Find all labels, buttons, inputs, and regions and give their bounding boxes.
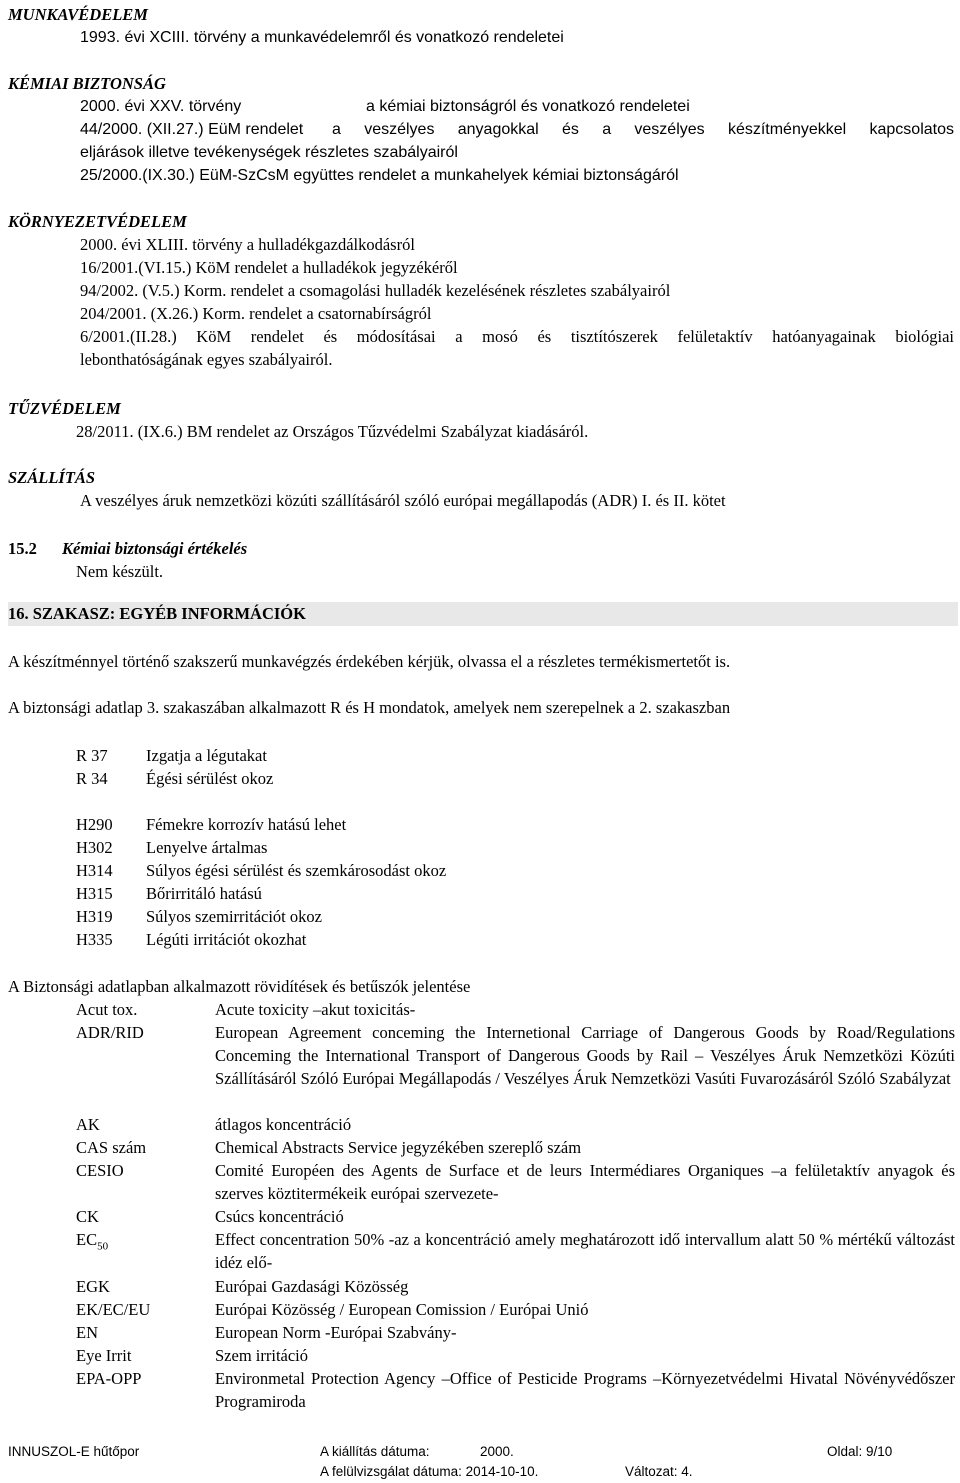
phrase-text: Izgatja a légutakat xyxy=(146,746,267,765)
phrase-text: Fémekre korrozív hatású lehet xyxy=(146,815,347,834)
phrase-text: Bőrirritáló hatású xyxy=(146,884,262,903)
abbreviation: CAS szám xyxy=(76,1138,147,1157)
section-heading-szallitas: SZÁLLÍTÁS xyxy=(8,468,96,487)
law-line-cont: lebonthatóságának egyes szabályairól. xyxy=(80,350,333,369)
section-16-banner xyxy=(8,602,958,626)
phrase-code: H314 xyxy=(76,861,113,880)
phrase-code: R 34 xyxy=(76,769,108,788)
law-line: 28/2011. (IX.6.) BM rendelet az Országos Tűzvédelmi Szabályzat kiadásáról. xyxy=(76,422,589,441)
abbreviation-meaning: Chemical Abstracts Service jegyzékében szereplő szám xyxy=(215,1138,582,1157)
abbreviation-meaning: Csúcs koncentráció xyxy=(215,1207,344,1226)
subsection-title: Kémiai biztonsági értékelés xyxy=(62,539,248,558)
abbreviation-ec50 xyxy=(76,1228,108,1251)
subsection-text: Nem készült. xyxy=(76,562,164,581)
law-line: 204/2001. (X.26.) Korm. rendelet a csatornabírságról xyxy=(80,304,432,323)
phrase-text: Légúti irritációt okozhat xyxy=(146,930,307,949)
abbreviation-meaning: Comité Européen des Agents de Surface et de leurs Intermédiares Organiques –a felületaktív anyagok és szerves köztitermékeik európai szervezete- xyxy=(215,1161,955,1203)
section-heading-kornyezet: KÖRNYEZETVÉDELEM xyxy=(8,212,187,231)
law-line: 94/2002. (V.5.) Korm. rendelet a csomagolási hulladék kezelésének részletes szabályairól xyxy=(80,281,671,300)
phrase-code: H335 xyxy=(76,930,113,949)
subsection-number: 15.2 xyxy=(8,539,37,558)
law-line: A veszélyes áruk nemzetközi közúti szállításáról szóló európai megállapodás (ADR) I. és II. kötet xyxy=(80,491,726,510)
phrase-code: R 37 xyxy=(76,746,108,765)
abbreviation: Eye Irrit xyxy=(76,1346,132,1365)
abbreviation-meaning: Environmetal Protection Agency –Office of Pesticide Programs –Környezetvédelmi Hivatal Növényvédőszer Programiroda xyxy=(215,1369,955,1411)
abbreviation: AK xyxy=(76,1115,100,1134)
section-heading-tuz: TŰZVÉDELEM xyxy=(8,399,121,418)
law-line: 1993. évi XCIII. törvény a munkavédelemről és vonatkozó rendeletei xyxy=(80,29,564,46)
footer-issue-label: A kiállítás dátuma: xyxy=(320,1444,430,1459)
abbreviation: EPA-OPP xyxy=(76,1369,142,1388)
law-code: 2000. évi XXV. törvény xyxy=(80,98,242,115)
abbreviation-subscript: 50 xyxy=(97,1240,109,1253)
abbreviation-meaning: Acute toxicity –akut toxicitás- xyxy=(215,1000,416,1019)
abbreviations-title: A Biztonsági adatlapban alkalmazott rövidítések és betűszók jelentése xyxy=(8,977,471,996)
paragraph: A készítménnyel történő szakszerű munkavégzés érdekében kérjük, olvassa el a részletes termékismertetőt is. xyxy=(8,652,731,671)
footer-page-number: Oldal: 9/10 xyxy=(827,1444,893,1459)
law-line: 6/2001.(II.28.) KöM rendelet és módosításai a mosó és tisztítószerek felületaktív hatóanyagainak biológiai xyxy=(80,327,954,346)
law-desc-cont: eljárások illetve tevékenységek részletes szabályairól xyxy=(80,144,458,161)
phrase-text: Súlyos égési sérülést és szemkárosodást okoz xyxy=(146,861,447,880)
phrase-code: H302 xyxy=(76,838,113,857)
abbreviation: EN xyxy=(76,1323,98,1342)
paragraph: A biztonsági adatlap 3. szakaszában alkalmazott R és H mondatok, amelyek nem szerepelnek a 2. szakaszban xyxy=(8,698,731,717)
abbreviation: ADR/RID xyxy=(76,1023,144,1042)
law-line: 2000. évi XLIII. törvény a hulladékgazdálkodásról xyxy=(80,235,415,254)
law-desc: a kémiai biztonságról és vonatkozó rendeletei xyxy=(366,98,690,115)
phrase-code: H319 xyxy=(76,907,113,926)
footer-issue-value: 2000. xyxy=(480,1444,514,1459)
abbreviation-meaning: Szem irritáció xyxy=(215,1346,309,1365)
section-heading-kemiai: KÉMIAI BIZTONSÁG xyxy=(8,74,166,93)
abbreviation-text: EC xyxy=(76,1230,98,1249)
law-line: 16/2001.(VI.15.) KöM rendelet a hulladékok jegyzékéről xyxy=(80,258,458,277)
phrase-text: Súlyos szemirritációt okoz xyxy=(146,907,322,926)
phrase-code: H290 xyxy=(76,815,113,834)
law-line: 25/2000.(IX.30.) EüM-SzCsM együttes rendelet a munkahelyek kémiai biztonságáról xyxy=(80,167,679,184)
abbreviation: Acut tox. xyxy=(76,1000,138,1019)
abbreviation: EGK xyxy=(76,1277,110,1296)
law-desc: a veszélyes anyagokkal és a veszélyes készítményekkel kapcsolatos xyxy=(332,121,954,138)
phrase-code: H315 xyxy=(76,884,113,903)
abbreviation: CESIO xyxy=(76,1161,124,1180)
phrase-text: Lenyelve ártalmas xyxy=(146,838,268,857)
abbreviation: CK xyxy=(76,1207,99,1226)
abbreviation-meaning: European Norm -Európai Szabvány- xyxy=(215,1323,457,1342)
law-code: 44/2000. (XII.27.) EüM rendelet xyxy=(80,121,304,138)
footer-version: Változat: 4. xyxy=(625,1464,693,1479)
section-16-title: 16. SZAKASZ: EGYÉB INFORMÁCIÓK xyxy=(8,604,306,623)
abbreviation-meaning: Európai Gazdasági Közösség xyxy=(215,1277,409,1296)
abbreviation-meaning: átlagos koncentráció xyxy=(215,1115,352,1134)
abbreviation-meaning: Európai Közösség / European Comission / Európai Unió xyxy=(215,1300,589,1319)
section-heading-munkavedelem: MUNKAVÉDELEM xyxy=(8,5,148,24)
abbreviation: EK/EC/EU xyxy=(76,1300,151,1319)
footer-revision-date: A felülvizsgálat dátuma: 2014-10-10. xyxy=(320,1464,539,1479)
abbreviation-meaning: Effect concentration 50% -az a koncentráció amely meghatározott idő intervallum alatt 50 % mértékű változást idéz elő- xyxy=(215,1230,955,1272)
abbreviation-meaning: European Agreement conceming the Internetional Carriage of Dangerous Goods by Road/Regulations Conceming the International Transport of Dangerous Goods by Rail – Veszélyes Áruk Nemzetközi Közúti Szállításáról Szóló Európai Megállapodás / Veszélyes Áruk Nemzetközi Vasúti Fuvarozásáról Szóló Szabályzat xyxy=(215,1023,955,1088)
footer-product: INNUSZOL-E hűtőpor xyxy=(8,1444,140,1459)
phrase-text: Égési sérülést okoz xyxy=(146,769,274,788)
